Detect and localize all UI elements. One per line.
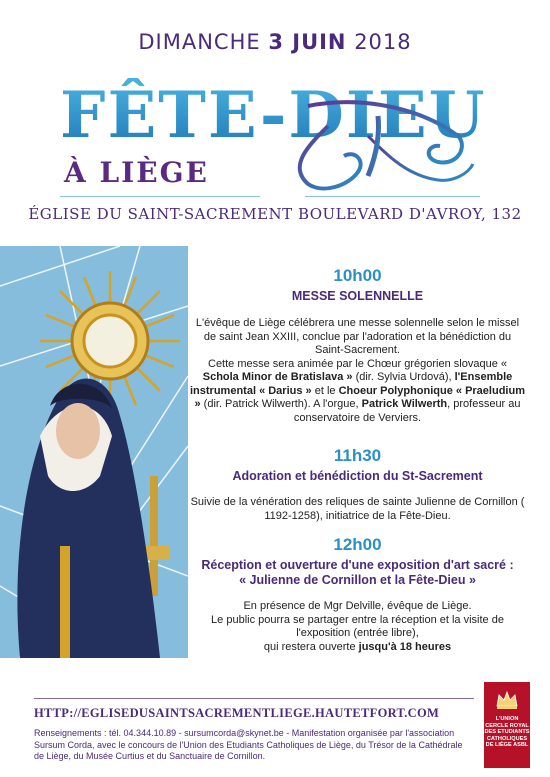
messe-music-description: Cette messe sera animée par le Chœur grégorien slovaque « Schola Minor de Bratislava » (dir. Sylvia Urdová), l'Ensemble instrumental « Darius » et le Choeur Polyphonique « Praeludium » (dir. Patrick Wilwerth). A l'orgue, Patrick Wilwerth, professeur au conservatoire de Verviers. <box>190 357 525 424</box>
program-section-1 <box>190 266 525 425</box>
messe-description: L'évêque de Liège célébrera une messe solennelle selon le missel de saint Jean XXIII, conclue par l'adoration et la bénédiction du Saint-Sacrement. <box>195 317 520 356</box>
logo-text: L'UNION CERCLE ROYAL DES ETUDIANTS CATHOLIQUES DE LIÈGE ASBL <box>484 716 530 749</box>
heading-exhibition: « Julienne de Cornillon et la Fête-Dieu » <box>239 573 476 587</box>
website-link[interactable]: HTTP://EGLISEDUSAINTSACREMENTLIEGE.HAUTETFORT.COM <box>34 706 440 720</box>
header-divider-right <box>305 196 480 197</box>
subtitle: À LIÈGE <box>64 156 209 189</box>
saint-illustration <box>0 246 188 658</box>
saint-julienne-monstrance-illustration-icon <box>0 246 188 658</box>
crown-icon <box>495 688 519 712</box>
time-10h00: 10h00 <box>333 266 382 285</box>
heading-reception: Réception et ouverture d'une exposition d'art sacré : <box>201 558 514 572</box>
program-section-2 <box>190 446 525 523</box>
heading-messe: MESSE SOLENNELLE <box>291 289 424 303</box>
contact-info: Renseignements : tél. 04.344.10.89 - sursumcorda@skynet.be - Manifestation organisée par l'association Sursum Corda, avec le concours de l'Union des Etudiants Catholiques de Liège, du Trésor de la Cathédrale de Liège, du Musée Curtius et du Sanctuaire de Cornillon. <box>34 728 463 761</box>
reception-line-2: Le public pourra se partager entre la réception et la visite de l'exposition (entrée libre), <box>211 613 504 639</box>
time-11h30: 11h30 <box>333 446 382 465</box>
union-logo <box>484 682 530 768</box>
footer-divider <box>34 698 474 699</box>
event-date: DIMANCHE 3 JUIN 2018 <box>138 30 412 54</box>
time-12h00: 12h00 <box>333 535 382 554</box>
program-section-3 <box>190 535 525 654</box>
reception-line-3: qui restera ouverte jusqu'à 18 heures <box>263 640 452 653</box>
adoration-description: Suivie de la vénération des reliques de sainte Julienne de Cornillon ( 1192-1258), initiatrice de la Fête-Dieu. <box>190 496 525 522</box>
reception-line-1: En présence de Mgr Delville, évêque de Liège. <box>243 600 472 612</box>
flourish-ornament-icon <box>268 96 478 196</box>
header-divider-left <box>60 196 260 197</box>
heading-adoration: Adoration et bénédiction du St-Sacrement <box>232 469 483 483</box>
church-address: ÉGLISE DU SAINT-SACREMENT BOULEVARD D'AVROY, 132 <box>28 205 522 223</box>
main-title: FÊTE-DIEU <box>60 78 487 153</box>
